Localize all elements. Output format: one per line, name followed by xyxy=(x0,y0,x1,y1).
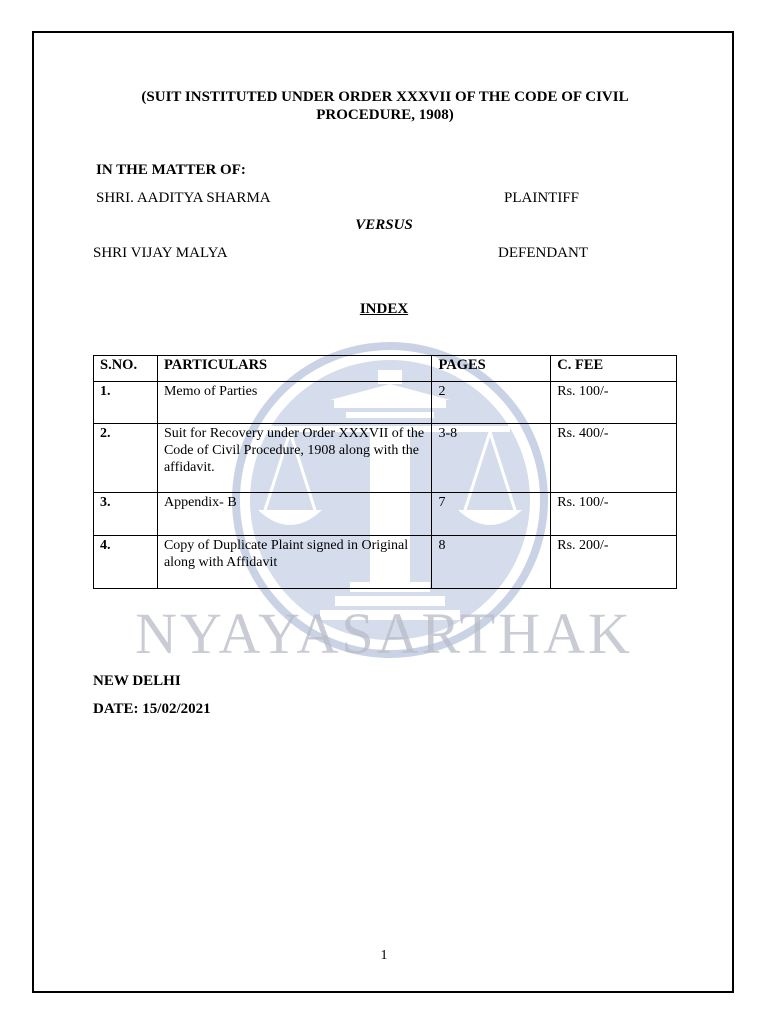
cell-sno: 3. xyxy=(94,493,158,536)
matter-label: IN THE MATTER OF: xyxy=(96,162,246,178)
heading-line-1: (SUIT INSTITUTED UNDER ORDER XXXVII OF THE CODE OF CIVIL xyxy=(141,89,629,105)
index-title: INDEX xyxy=(359,301,409,317)
table-row xyxy=(94,424,677,493)
versus-label: VERSUS xyxy=(355,217,413,233)
cell-pages: 8 xyxy=(432,536,551,589)
plaintiff-name: SHRI. AADITYA SHARMA xyxy=(96,190,271,206)
header-particulars: PARTICULARS xyxy=(157,356,431,382)
place-label: NEW DELHI xyxy=(93,673,181,689)
defendant-role: DEFENDANT xyxy=(498,245,588,261)
cell-sno: 1. xyxy=(94,382,158,424)
cell-sno: 4. xyxy=(94,536,158,589)
cell-fee: Rs. 200/- xyxy=(551,536,677,589)
table-header-row xyxy=(94,356,677,382)
header-sno: S.NO. xyxy=(94,356,158,382)
cell-sno: 2. xyxy=(94,424,158,493)
defendant-name: SHRI VIJAY MALYA xyxy=(93,245,228,261)
page-number: 1 xyxy=(380,948,388,963)
cell-fee: Rs. 400/- xyxy=(551,424,677,493)
cell-pages: 7 xyxy=(432,493,551,536)
index-table xyxy=(93,355,677,589)
watermark-text: NYAYASARTHAK xyxy=(135,601,633,666)
cell-particulars: Memo of Parties xyxy=(157,382,431,424)
cell-particulars: Copy of Duplicate Plaint signed in Original along with Affidavit xyxy=(157,536,431,589)
document-heading xyxy=(100,88,670,124)
cell-fee: Rs. 100/- xyxy=(551,382,677,424)
cell-fee: Rs. 100/- xyxy=(551,493,677,536)
table-row xyxy=(94,493,677,536)
plaintiff-role: PLAINTIFF xyxy=(504,190,580,206)
cell-pages: 3-8 xyxy=(432,424,551,493)
cell-pages: 2 xyxy=(432,382,551,424)
table-row xyxy=(94,382,677,424)
date-label: DATE: 15/02/2021 xyxy=(93,701,211,717)
heading-line-2: PROCEDURE, 1908) xyxy=(316,107,454,123)
header-pages: PAGES xyxy=(432,356,551,382)
cell-particulars: Suit for Recovery under Order XXXVII of the Code of Civil Procedure, 1908 along with the affidavit. xyxy=(157,424,431,493)
header-fee: C. FEE xyxy=(551,356,677,382)
cell-particulars: Appendix- B xyxy=(157,493,431,536)
table-row xyxy=(94,536,677,589)
